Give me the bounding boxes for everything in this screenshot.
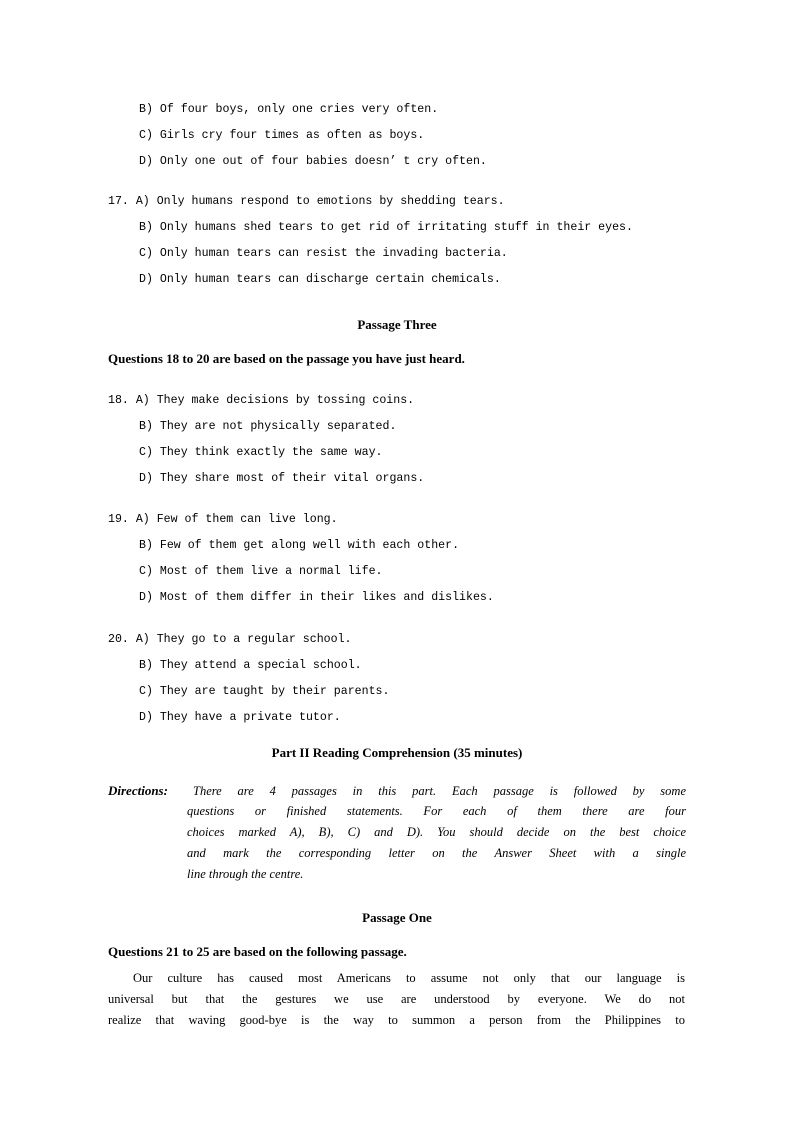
section-instruction: Questions 18 to 20 are based on the passage you have just heard. xyxy=(108,351,465,366)
section-instruction: Questions 21 to 25 are based on the following passage. xyxy=(108,944,407,959)
passage-line: realize that waving good-bye is the way to summon a person from the Philippines to xyxy=(108,1013,685,1027)
option: C) They think exactly the same way. xyxy=(139,446,383,459)
option: C) Girls cry four times as often as boys. xyxy=(139,129,425,142)
directions-line: and mark the corresponding letter on the Answer Sheet with a single xyxy=(187,846,686,860)
option: B) They are not physically separated. xyxy=(139,420,397,433)
option: D) Most of them differ in their likes and dislikes. xyxy=(139,591,494,604)
option: C) Most of them live a normal life. xyxy=(139,565,383,578)
passage-line: universal but that the gestures we use are understood by everyone. We do not xyxy=(108,992,685,1006)
option: B) Only humans shed tears to get rid of irritating stuff in their eyes. xyxy=(139,221,633,234)
question-20: 20. A) They go to a regular school. xyxy=(108,633,352,646)
question-17: 17. A) Only humans respond to emotions by shedding tears. xyxy=(108,195,505,208)
option: B) Of four boys, only one cries very often. xyxy=(139,103,439,116)
question-18: 18. A) They make decisions by tossing coins. xyxy=(108,394,415,407)
option: D) They share most of their vital organs. xyxy=(139,472,425,485)
directions-label: Directions: xyxy=(108,783,168,798)
option: B) They attend a special school. xyxy=(139,659,362,672)
question-19: 19. A) Few of them can live long. xyxy=(108,513,338,526)
section-title: Passage One xyxy=(362,910,432,925)
part-title: Part II Reading Comprehension (35 minutes) xyxy=(271,745,523,760)
option: C) Only human tears can resist the invading bacteria. xyxy=(139,247,508,260)
option: D) Only human tears can discharge certain chemicals. xyxy=(139,273,501,286)
section-title: Passage Three xyxy=(357,317,437,332)
directions-line: There are 4 passages in this part. Each passage is followed by some xyxy=(193,784,686,798)
directions-line: choices marked A), B), C) and D). You should decide on the best choice xyxy=(187,825,686,839)
directions-line: questions or finished statements. For each of them there are four xyxy=(187,804,686,818)
directions-line: line through the centre. xyxy=(187,867,304,881)
option: B) Few of them get along well with each other. xyxy=(139,539,460,552)
option: D) Only one out of four babies doesn’ t cry often. xyxy=(139,155,487,168)
passage-line: Our culture has caused most Americans to assume not only that our language is xyxy=(133,971,685,985)
option: C) They are taught by their parents. xyxy=(139,685,390,698)
option: D) They have a private tutor. xyxy=(139,711,341,724)
